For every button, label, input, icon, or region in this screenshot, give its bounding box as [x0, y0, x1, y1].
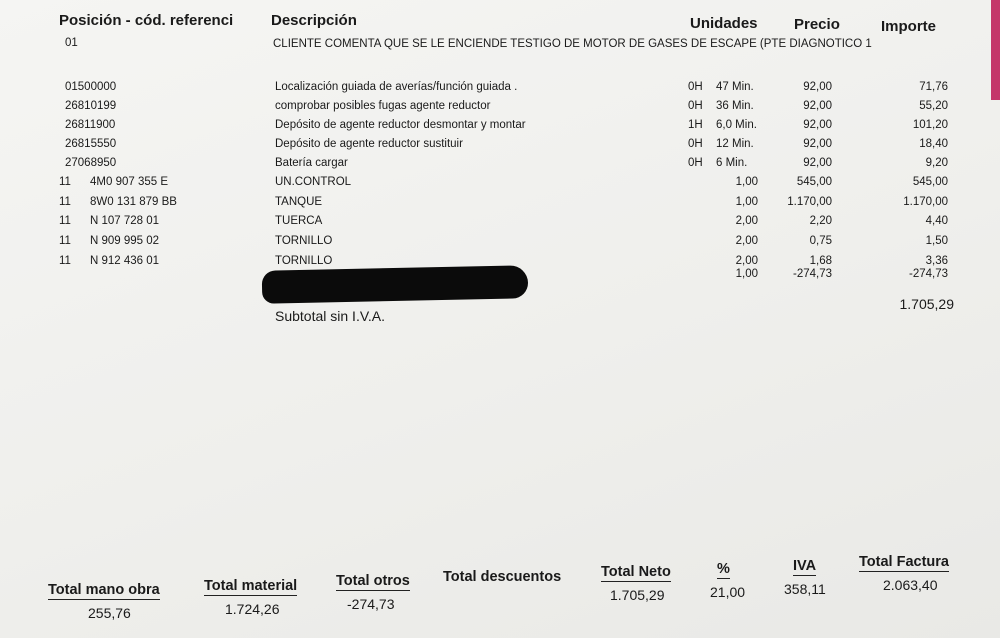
total-factura-value: 2.063,40: [883, 577, 938, 593]
line-minutes: 36 Min.: [716, 100, 754, 112]
line-minutes: 47 Min.: [716, 81, 754, 93]
line-hours: 1H: [688, 119, 703, 131]
line-position: 11: [59, 196, 71, 208]
line-units: 1,00: [735, 176, 758, 188]
total-mano-obra-label: Total mano obra: [48, 582, 160, 598]
line-amount: 101,20: [912, 119, 948, 131]
line-position: 11: [59, 255, 71, 267]
line-amount: 545,00: [912, 176, 948, 188]
line-price: 2,20: [809, 215, 832, 227]
line-reference: N 107 728 01: [90, 215, 160, 227]
line-price: 92,00: [803, 100, 832, 112]
header-precio: Precio: [794, 16, 840, 33]
header-unidades: Unidades: [690, 15, 758, 32]
header-descripcion: Descripción: [271, 12, 357, 29]
total-material-value: 1.724,26: [225, 601, 280, 617]
line-price: -274,73: [792, 268, 832, 280]
line-position: 11: [59, 235, 71, 247]
line-units: 2,00: [735, 235, 758, 247]
line-reference: 8W0 131 879 BB: [90, 196, 177, 208]
line-description: UN.CONTROL: [275, 176, 352, 188]
line-reference: N 909 995 02: [90, 235, 160, 247]
line-price: 1.170,00: [787, 196, 832, 208]
line-description: Depósito de agente reductor sustituir: [275, 138, 463, 150]
total-mano-obra-value: 255,76: [88, 605, 131, 621]
line-reference: 26815550: [65, 138, 117, 150]
line-description: TANQUE: [275, 196, 323, 208]
line-reference: 26811900: [65, 119, 116, 131]
total-iva-label: IVA: [793, 558, 817, 574]
line-amount: -274,73: [908, 268, 948, 280]
total-neto-value: 1.705,29: [610, 587, 665, 603]
line-units: 1,00: [735, 196, 758, 208]
line-reference: 4M0 907 355 E: [90, 176, 169, 188]
total-neto-label: Total Neto: [601, 564, 671, 580]
line-hours: 0H: [688, 81, 703, 93]
line-reference: 01500000: [65, 81, 117, 93]
header-importe: Importe: [881, 18, 937, 35]
line-minutes: 6,0 Min.: [716, 119, 757, 131]
line-hours: 0H: [688, 100, 703, 112]
line-price: 92,00: [803, 119, 832, 131]
line-amount: 3,36: [925, 255, 948, 267]
line-description: Depósito de agente reductor desmontar y montar: [275, 119, 526, 131]
subtotal-label: Subtotal sin I.V.A.: [275, 308, 385, 324]
total-factura-label: Total Factura: [859, 554, 949, 570]
line-minutes: 12 Min.: [716, 138, 754, 150]
line-units: 2,00: [735, 215, 758, 227]
line-amount: 18,40: [919, 138, 948, 150]
line-description: comprobar posibles fugas agente reductor: [275, 100, 491, 112]
line-price: 92,00: [803, 157, 832, 169]
line-position: 11: [59, 215, 71, 227]
line-amount: 71,76: [919, 81, 948, 93]
line-reference: N 912 436 01: [90, 255, 160, 267]
total-otros-value: -274,73: [347, 596, 395, 612]
line-units: 1,00: [735, 268, 758, 280]
total-otros-label: Total otros: [336, 573, 410, 589]
total-material-label: Total material: [204, 578, 298, 594]
line-units: 2,00: [735, 255, 758, 267]
line-minutes: 6 Min.: [716, 157, 748, 169]
line-description: Localización guiada de averías/función guiada .: [275, 81, 518, 93]
line-position: 11: [59, 176, 71, 188]
line-price: 545,00: [796, 176, 832, 188]
line-amount: 1,50: [925, 235, 948, 247]
line-amount: 4,40: [925, 215, 948, 227]
line-price: 92,00: [803, 138, 832, 150]
total-pct-label: %: [717, 561, 730, 577]
line-price: 1,68: [809, 255, 832, 267]
total-descuentos-label: Total descuentos: [443, 569, 562, 585]
line-description: TORNILLO: [275, 235, 333, 247]
line-amount: 9,20: [925, 157, 948, 169]
total-pct-value: 21,00: [710, 584, 746, 600]
line-amount: 1.170,00: [903, 196, 948, 208]
line-price: 92,00: [803, 81, 832, 93]
line-description: Batería cargar: [275, 157, 348, 169]
line-reference: 26810199: [65, 100, 117, 112]
line-description: TORNILLO: [275, 255, 333, 267]
line-price: 0,75: [809, 235, 832, 247]
line-reference: 27068950: [65, 157, 117, 169]
total-iva-value: 358,11: [784, 581, 826, 597]
line-description: TUERCA: [275, 215, 323, 227]
subtotal-value: 1.705,29: [899, 296, 954, 312]
header-posicion: Posición - cód. referenci: [59, 12, 234, 29]
line-hours: 0H: [688, 157, 703, 169]
redaction-block: [262, 265, 529, 304]
line-amount: 55,20: [919, 100, 948, 112]
intro-position: 01: [65, 37, 78, 49]
intro-text: CLIENTE COMENTA QUE SE LE ENCIENDE TESTIGO DE MOTOR DE GASES DE ESCAPE (PTE DIAGNOTICO 1: [273, 38, 872, 50]
page-edge-strip: [991, 0, 1000, 100]
line-hours: 0H: [688, 138, 703, 150]
